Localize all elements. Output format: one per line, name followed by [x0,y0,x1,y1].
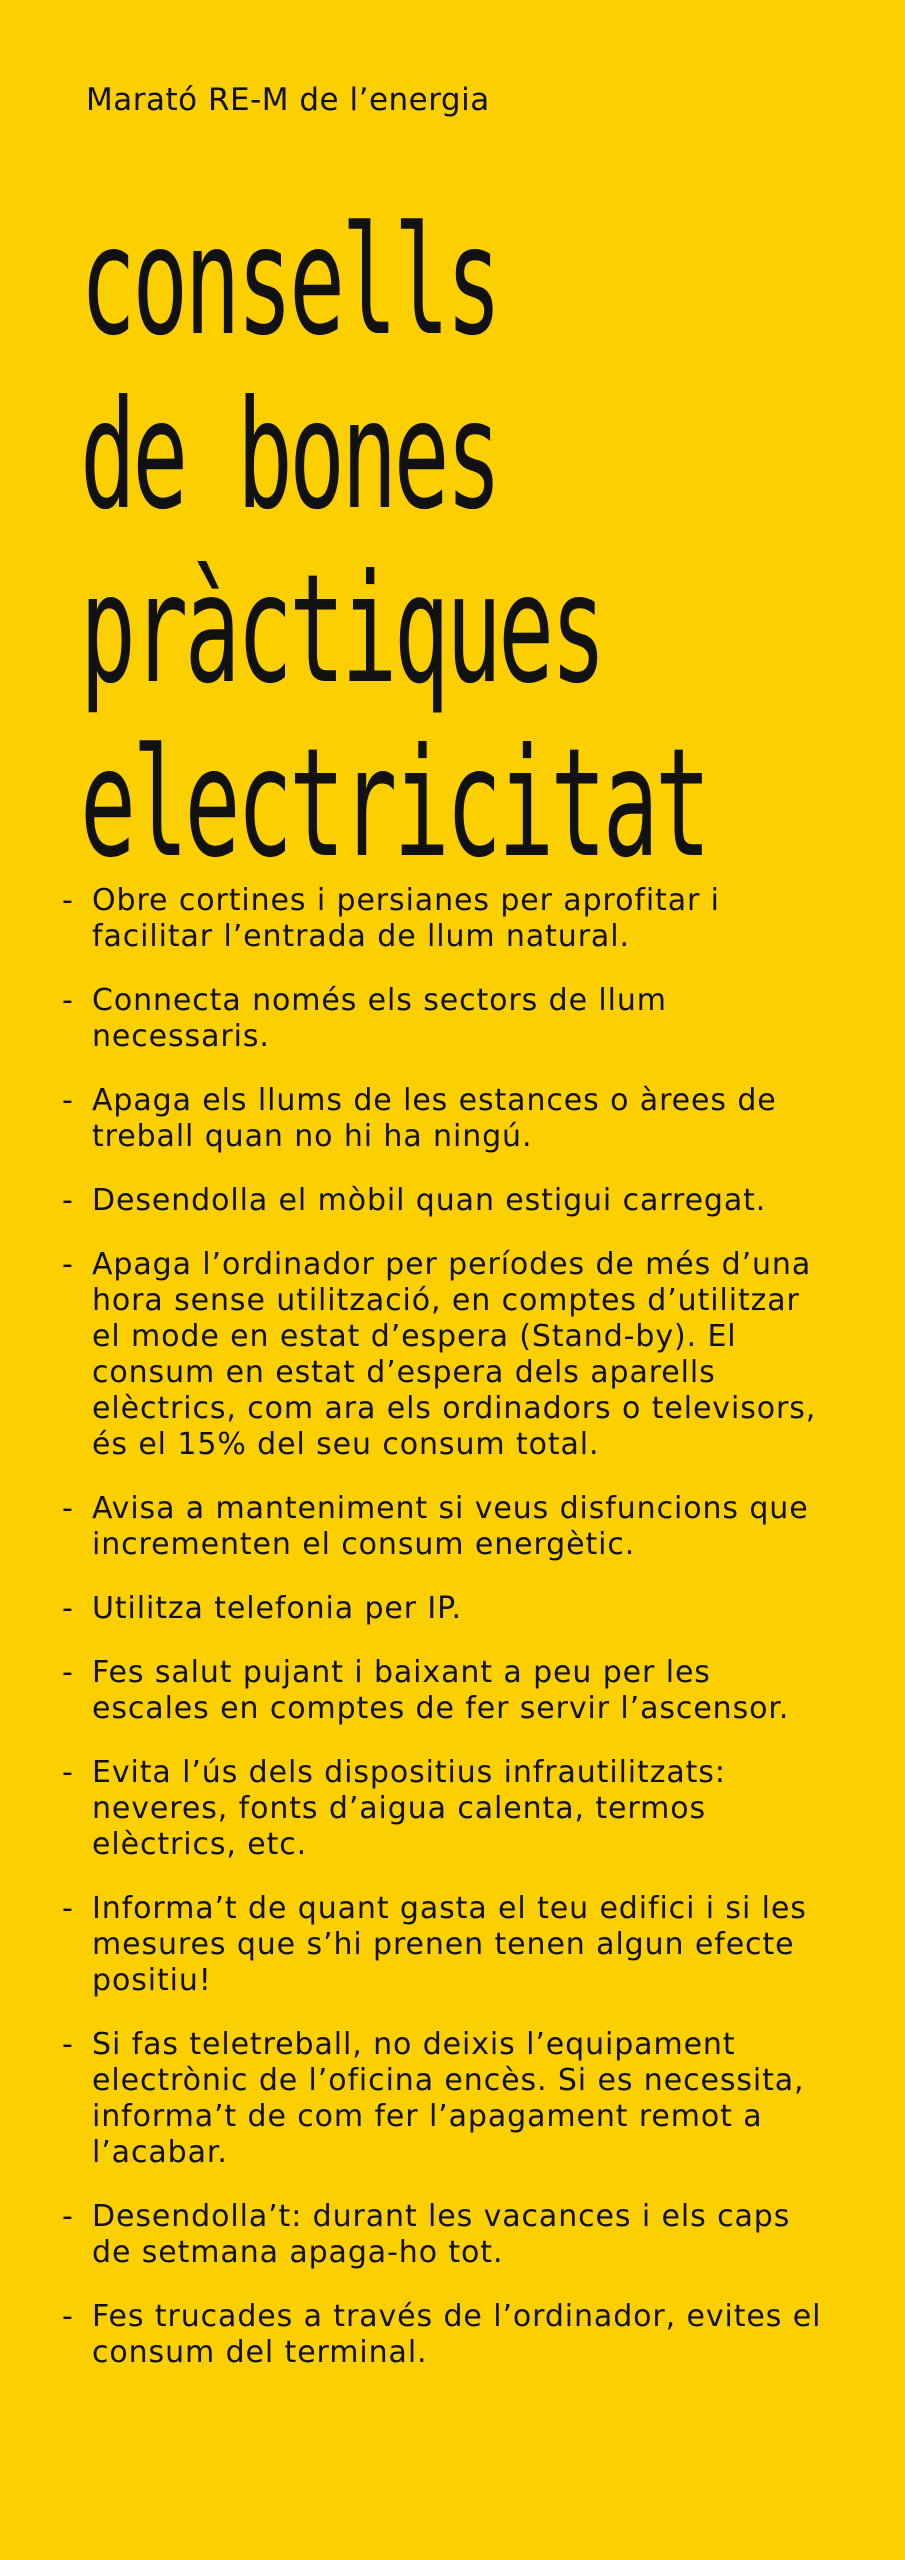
tip-text: Desendolla el mòbil quan estigui carregat. [92,1183,767,1218]
tip-text: Utilitza telefonia per IP. [92,1591,462,1626]
bullet-dash: - [62,2027,74,2062]
list-item [62,883,832,955]
page-title [80,195,840,891]
tip-text: Desendolla’t: durant les vacances i els caps de setmana apaga-ho tot. [92,2199,791,2270]
tip-text: Obre cortines i persianes per aprofitar i facilitar l’entrada de llum natural. [92,883,720,954]
bullet-dash: - [62,983,74,1018]
title-line-4: electricitat [80,717,708,891]
list-item [62,1655,832,1727]
list-item [62,1491,832,1563]
title-line-1: consells [80,195,499,369]
tip-text: Connecta només els sectors de llum necessaris. [92,983,667,1054]
tips-list [62,883,832,2399]
bullet-dash: - [62,1247,74,1282]
list-item [62,2299,832,2371]
list-item [62,1591,832,1627]
list-item [62,1083,832,1155]
bullet-dash: - [62,2299,74,2334]
tip-text: Fes salut pujant i baixant a peu per les escales en comptes de fer servir l’ascensor. [92,1655,790,1726]
bullet-dash: - [62,1655,74,1690]
list-item [62,1755,832,1863]
bullet-dash: - [62,1083,74,1118]
tip-text: Apaga els llums de les estances o àrees de treball quan no hi ha ningú. [92,1083,777,1154]
tip-text: Si fas teletreball, no deixis l’equipament electrònic de l’oficina encès. Si es necessita, informa’t de com fer l’apagament remot a l’acabar. [92,2027,805,2170]
bullet-dash: - [62,1183,74,1218]
bullet-dash: - [62,1591,74,1626]
list-item [62,2199,832,2271]
list-item [62,1891,832,1999]
list-item [62,983,832,1055]
tip-text: Avisa a manteniment si veus disfuncions que incrementen el consum energètic. [92,1491,809,1562]
bullet-dash: - [62,1491,74,1526]
bullet-dash: - [62,2199,74,2234]
tip-text: Apaga l’ordinador per períodes de més d’una hora sense utilització, en comptes d’utilitzar el mode en estat d’espera (Stand-by). El consum en estat d’espera dels aparells elèctrics, com ara els ordinadors o televisors, és el 15% del seu consum total. [92,1247,817,1462]
campaign-name: Marató RE-M de l’energia [86,82,490,118]
bullet-dash: - [62,1755,74,1790]
tip-text: Informa’t de quant gasta el teu edifici i si les mesures que s’hi prenen tenen algun efecte positiu! [92,1891,807,1998]
bullet-dash: - [62,883,74,918]
list-item [62,1247,832,1463]
tip-text: Fes trucades a través de l’ordinador, evites el consum del terminal. [92,2299,822,2370]
tip-text: Evita l’ús dels dispositius infrautilitzats: neveres, fonts d’aigua calenta, termos elèctrics, etc. [92,1755,726,1862]
list-item [62,1183,832,1219]
list-item [62,2027,832,2171]
title-line-2: de bones [80,369,499,543]
title-line-3: pràctiques [80,543,603,717]
bullet-dash: - [62,1891,74,1926]
